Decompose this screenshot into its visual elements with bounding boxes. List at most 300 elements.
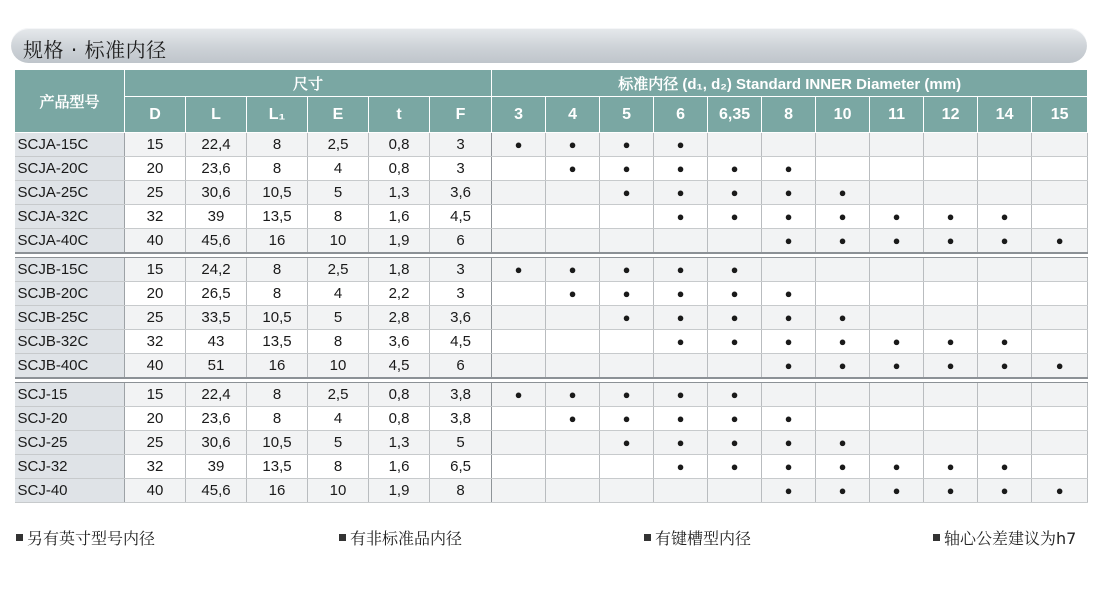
dimension-cell: 8 (247, 258, 308, 282)
dim-col-header: L (186, 97, 247, 133)
dimension-cell: 3,6 (369, 330, 430, 354)
empty-diameter-cell (492, 479, 546, 503)
dimension-cell: 3,8 (430, 383, 492, 407)
available-dot-icon: ● (870, 455, 924, 479)
dimension-cell: 8 (247, 133, 308, 157)
dimension-cell: 10 (308, 229, 369, 254)
dimension-cell: 8 (247, 157, 308, 181)
available-dot-icon: ● (600, 431, 654, 455)
diameter-col-header: 12 (924, 97, 978, 133)
table-row (15, 157, 1088, 181)
dimension-cell: 4,5 (430, 330, 492, 354)
empty-diameter-cell (654, 354, 708, 379)
dimension-cell: 4,5 (369, 354, 430, 379)
model-cell: SCJ-20 (15, 407, 125, 431)
dimension-cell: 8 (430, 479, 492, 503)
dimension-cell: 25 (125, 306, 186, 330)
available-dot-icon: ● (924, 229, 978, 254)
dimension-cell: 26,5 (186, 282, 247, 306)
empty-diameter-cell (492, 282, 546, 306)
empty-diameter-cell (816, 157, 870, 181)
empty-diameter-cell (870, 282, 924, 306)
table-row (15, 282, 1088, 306)
dimension-cell: 8 (308, 330, 369, 354)
note-nonstandard: 有非标准品内径 (339, 526, 462, 549)
dimension-cell: 10,5 (247, 431, 308, 455)
dimension-cell: 1,9 (369, 479, 430, 503)
empty-diameter-cell (924, 181, 978, 205)
dim-col-header: D (125, 97, 186, 133)
available-dot-icon: ● (600, 181, 654, 205)
available-dot-icon: ● (978, 354, 1032, 379)
available-dot-icon: ● (654, 455, 708, 479)
dim-col-header: L₁ (247, 97, 308, 133)
empty-diameter-cell (870, 431, 924, 455)
available-dot-icon: ● (924, 455, 978, 479)
available-dot-icon: ● (978, 205, 1032, 229)
dimension-cell: 25 (125, 181, 186, 205)
empty-diameter-cell (492, 157, 546, 181)
empty-diameter-cell (870, 258, 924, 282)
dimension-cell: 45,6 (186, 479, 247, 503)
available-dot-icon: ● (978, 479, 1032, 503)
dimension-cell: 3,8 (430, 407, 492, 431)
empty-diameter-cell (600, 229, 654, 254)
available-dot-icon: ● (1032, 229, 1088, 254)
available-dot-icon: ● (870, 330, 924, 354)
available-dot-icon: ● (762, 181, 816, 205)
empty-diameter-cell (600, 330, 654, 354)
dimension-cell: 3,6 (430, 306, 492, 330)
dimension-cell: 5 (308, 181, 369, 205)
empty-diameter-cell (978, 258, 1032, 282)
table-row (15, 133, 1088, 157)
dimension-cell: 40 (125, 479, 186, 503)
available-dot-icon: ● (1032, 354, 1088, 379)
diameter-col-header: 10 (816, 97, 870, 133)
model-cell: SCJ-25 (15, 431, 125, 455)
available-dot-icon: ● (978, 330, 1032, 354)
available-dot-icon: ● (762, 306, 816, 330)
model-cell: SCJA-15C (15, 133, 125, 157)
model-cell: SCJ-32 (15, 455, 125, 479)
available-dot-icon: ● (708, 205, 762, 229)
dimension-cell: 10 (308, 354, 369, 379)
available-dot-icon: ● (546, 282, 600, 306)
dimension-cell: 0,8 (369, 383, 430, 407)
dimension-cell: 39 (186, 205, 247, 229)
dimension-cell: 1,8 (369, 258, 430, 282)
dimension-cell: 10 (308, 479, 369, 503)
empty-diameter-cell (924, 157, 978, 181)
empty-diameter-cell (816, 383, 870, 407)
dimension-cell: 15 (125, 133, 186, 157)
square-bullet-icon (339, 534, 346, 541)
dimension-cell: 0,8 (369, 133, 430, 157)
available-dot-icon: ● (762, 431, 816, 455)
dimension-cell: 3 (430, 157, 492, 181)
dimension-cell: 2,5 (308, 133, 369, 157)
dimension-cell: 6,5 (430, 455, 492, 479)
dimension-cell: 0,8 (369, 407, 430, 431)
spec-table (14, 69, 1088, 503)
dimension-cell: 2,5 (308, 383, 369, 407)
table-row (15, 330, 1088, 354)
empty-diameter-cell (1032, 455, 1088, 479)
table-row (15, 306, 1088, 330)
table-row (15, 407, 1088, 431)
table-row (15, 205, 1088, 229)
dimension-cell: 16 (247, 354, 308, 379)
available-dot-icon: ● (708, 258, 762, 282)
empty-diameter-cell (924, 306, 978, 330)
model-cell: SCJB-32C (15, 330, 125, 354)
dimension-cell: 13,5 (247, 330, 308, 354)
available-dot-icon: ● (654, 407, 708, 431)
model-cell: SCJA-32C (15, 205, 125, 229)
dimension-cell: 25 (125, 431, 186, 455)
available-dot-icon: ● (708, 282, 762, 306)
available-dot-icon: ● (762, 157, 816, 181)
dimension-cell: 8 (247, 383, 308, 407)
dimension-cell: 40 (125, 354, 186, 379)
dimension-cell: 23,6 (186, 407, 247, 431)
dimension-cell: 16 (247, 479, 308, 503)
available-dot-icon: ● (654, 282, 708, 306)
dimension-cell: 1,6 (369, 455, 430, 479)
empty-diameter-cell (1032, 157, 1088, 181)
dimension-cell: 8 (308, 205, 369, 229)
table-row (15, 431, 1088, 455)
available-dot-icon: ● (1032, 479, 1088, 503)
dimension-cell: 6 (430, 354, 492, 379)
empty-diameter-cell (492, 455, 546, 479)
available-dot-icon: ● (870, 229, 924, 254)
dimension-cell: 1,3 (369, 181, 430, 205)
available-dot-icon: ● (654, 258, 708, 282)
dimension-cell: 1,6 (369, 205, 430, 229)
dim-col-header: E (308, 97, 369, 133)
available-dot-icon: ● (816, 330, 870, 354)
empty-diameter-cell (978, 181, 1032, 205)
available-dot-icon: ● (546, 258, 600, 282)
dimension-cell: 1,3 (369, 431, 430, 455)
empty-diameter-cell (546, 455, 600, 479)
table-row (15, 354, 1088, 379)
inner-diameter-header: 标准内径 (d₁, d₂) Standard INNER Diameter (mm) (492, 70, 1088, 97)
available-dot-icon: ● (816, 479, 870, 503)
available-dot-icon: ● (708, 455, 762, 479)
empty-diameter-cell (1032, 383, 1088, 407)
dimension-cell: 23,6 (186, 157, 247, 181)
empty-diameter-cell (546, 306, 600, 330)
model-column-header: 产品型号 (15, 70, 125, 133)
note-inch-models: 另有英寸型号内径 (16, 526, 155, 549)
diameter-col-header: 6,35 (708, 97, 762, 133)
empty-diameter-cell (708, 479, 762, 503)
dimension-cell: 32 (125, 330, 186, 354)
available-dot-icon: ● (546, 133, 600, 157)
available-dot-icon: ● (870, 479, 924, 503)
empty-diameter-cell (816, 407, 870, 431)
empty-diameter-cell (870, 407, 924, 431)
dimension-cell: 32 (125, 455, 186, 479)
available-dot-icon: ● (762, 407, 816, 431)
available-dot-icon: ● (816, 229, 870, 254)
empty-diameter-cell (600, 455, 654, 479)
diameter-col-header: 15 (1032, 97, 1088, 133)
dimension-cell: 2,2 (369, 282, 430, 306)
available-dot-icon: ● (762, 205, 816, 229)
dimension-cell: 22,4 (186, 133, 247, 157)
empty-diameter-cell (492, 181, 546, 205)
available-dot-icon: ● (708, 181, 762, 205)
square-bullet-icon (644, 534, 651, 541)
empty-diameter-cell (708, 229, 762, 254)
empty-diameter-cell (492, 229, 546, 254)
dimension-cell: 3 (430, 258, 492, 282)
table-body (15, 133, 1088, 503)
model-cell: SCJA-25C (15, 181, 125, 205)
diameter-col-header: 11 (870, 97, 924, 133)
available-dot-icon: ● (708, 157, 762, 181)
available-dot-icon: ● (600, 133, 654, 157)
empty-diameter-cell (870, 306, 924, 330)
model-cell: SCJ-40 (15, 479, 125, 503)
available-dot-icon: ● (546, 407, 600, 431)
dim-col-header: t (369, 97, 430, 133)
available-dot-icon: ● (870, 354, 924, 379)
dimension-cell: 0,8 (369, 157, 430, 181)
available-dot-icon: ● (762, 479, 816, 503)
empty-diameter-cell (1032, 205, 1088, 229)
dimension-cell: 6 (430, 229, 492, 254)
table-row (15, 181, 1088, 205)
dimension-cell: 10,5 (247, 181, 308, 205)
column-subheader-row (15, 97, 1088, 133)
empty-diameter-cell (978, 133, 1032, 157)
empty-diameter-cell (1032, 181, 1088, 205)
empty-diameter-cell (546, 330, 600, 354)
table-row (15, 383, 1088, 407)
dimension-cell: 33,5 (186, 306, 247, 330)
available-dot-icon: ● (816, 431, 870, 455)
empty-diameter-cell (978, 431, 1032, 455)
dimension-cell: 2,8 (369, 306, 430, 330)
dimension-cell: 4 (308, 407, 369, 431)
dimensions-header: 尺寸 (125, 70, 492, 97)
empty-diameter-cell (708, 133, 762, 157)
available-dot-icon: ● (654, 133, 708, 157)
available-dot-icon: ● (600, 383, 654, 407)
dimension-cell: 30,6 (186, 181, 247, 205)
footnotes (16, 526, 1088, 546)
dimension-cell: 3 (430, 282, 492, 306)
table-row (15, 229, 1088, 254)
empty-diameter-cell (492, 354, 546, 379)
square-bullet-icon (16, 534, 23, 541)
available-dot-icon: ● (762, 282, 816, 306)
available-dot-icon: ● (600, 258, 654, 282)
model-cell: SCJA-40C (15, 229, 125, 254)
dimension-cell: 39 (186, 455, 247, 479)
model-cell: SCJB-25C (15, 306, 125, 330)
dimension-cell: 10,5 (247, 306, 308, 330)
empty-diameter-cell (924, 133, 978, 157)
available-dot-icon: ● (816, 455, 870, 479)
empty-diameter-cell (654, 479, 708, 503)
empty-diameter-cell (870, 133, 924, 157)
diameter-col-header: 5 (600, 97, 654, 133)
empty-diameter-cell (1032, 407, 1088, 431)
note-keyway: 有键槽型内径 (644, 526, 751, 549)
empty-diameter-cell (492, 407, 546, 431)
diameter-col-header: 4 (546, 97, 600, 133)
available-dot-icon: ● (924, 479, 978, 503)
empty-diameter-cell (762, 258, 816, 282)
dimension-cell: 20 (125, 282, 186, 306)
note-shaft-tolerance: 轴心公差建议为h7 (933, 526, 1076, 549)
empty-diameter-cell (546, 431, 600, 455)
available-dot-icon: ● (924, 330, 978, 354)
available-dot-icon: ● (708, 407, 762, 431)
section-title-bar (11, 28, 1087, 63)
empty-diameter-cell (816, 282, 870, 306)
available-dot-icon: ● (492, 383, 546, 407)
dimension-cell: 45,6 (186, 229, 247, 254)
dimension-cell: 8 (308, 455, 369, 479)
dimension-cell: 3,6 (430, 181, 492, 205)
empty-diameter-cell (816, 133, 870, 157)
available-dot-icon: ● (816, 354, 870, 379)
empty-diameter-cell (924, 431, 978, 455)
available-dot-icon: ● (708, 306, 762, 330)
empty-diameter-cell (870, 157, 924, 181)
dimension-cell: 3 (430, 133, 492, 157)
dimension-cell: 40 (125, 229, 186, 254)
diameter-col-header: 14 (978, 97, 1032, 133)
dimension-cell: 51 (186, 354, 247, 379)
dimension-cell: 22,4 (186, 383, 247, 407)
empty-diameter-cell (816, 258, 870, 282)
available-dot-icon: ● (978, 229, 1032, 254)
empty-diameter-cell (492, 205, 546, 229)
available-dot-icon: ● (708, 431, 762, 455)
available-dot-icon: ● (546, 383, 600, 407)
model-cell: SCJ-15 (15, 383, 125, 407)
available-dot-icon: ● (492, 133, 546, 157)
empty-diameter-cell (870, 383, 924, 407)
empty-diameter-cell (546, 205, 600, 229)
empty-diameter-cell (924, 407, 978, 431)
empty-diameter-cell (978, 157, 1032, 181)
dimension-cell: 20 (125, 157, 186, 181)
available-dot-icon: ● (654, 205, 708, 229)
available-dot-icon: ● (816, 306, 870, 330)
empty-diameter-cell (978, 282, 1032, 306)
dimension-cell: 5 (308, 306, 369, 330)
dimension-cell: 32 (125, 205, 186, 229)
model-cell: SCJB-20C (15, 282, 125, 306)
available-dot-icon: ● (978, 455, 1032, 479)
dimension-cell: 16 (247, 229, 308, 254)
table-row (15, 455, 1088, 479)
dim-col-header: F (430, 97, 492, 133)
available-dot-icon: ● (816, 205, 870, 229)
empty-diameter-cell (546, 181, 600, 205)
available-dot-icon: ● (654, 330, 708, 354)
empty-diameter-cell (762, 383, 816, 407)
table-row (15, 479, 1088, 503)
dimension-cell: 5 (308, 431, 369, 455)
available-dot-icon: ● (654, 181, 708, 205)
empty-diameter-cell (924, 258, 978, 282)
dimension-cell: 13,5 (247, 205, 308, 229)
dimension-cell: 13,5 (247, 455, 308, 479)
available-dot-icon: ● (654, 383, 708, 407)
empty-diameter-cell (546, 354, 600, 379)
available-dot-icon: ● (600, 407, 654, 431)
empty-diameter-cell (654, 229, 708, 254)
dimension-cell: 24,2 (186, 258, 247, 282)
available-dot-icon: ● (654, 157, 708, 181)
dimension-cell: 1,9 (369, 229, 430, 254)
dimension-cell: 2,5 (308, 258, 369, 282)
empty-diameter-cell (492, 330, 546, 354)
square-bullet-icon (933, 534, 940, 541)
empty-diameter-cell (546, 479, 600, 503)
empty-diameter-cell (978, 407, 1032, 431)
available-dot-icon: ● (654, 431, 708, 455)
table-row (15, 258, 1088, 282)
dimension-cell: 8 (247, 407, 308, 431)
diameter-col-header: 3 (492, 97, 546, 133)
empty-diameter-cell (492, 306, 546, 330)
available-dot-icon: ● (654, 306, 708, 330)
section-title: 规格 · 标准内径 (23, 38, 167, 62)
empty-diameter-cell (924, 282, 978, 306)
available-dot-icon: ● (816, 181, 870, 205)
empty-diameter-cell (1032, 258, 1088, 282)
empty-diameter-cell (1032, 330, 1088, 354)
available-dot-icon: ● (762, 229, 816, 254)
available-dot-icon: ● (492, 258, 546, 282)
available-dot-icon: ● (924, 205, 978, 229)
dimension-cell: 20 (125, 407, 186, 431)
model-cell: SCJA-20C (15, 157, 125, 181)
dimension-cell: 4 (308, 282, 369, 306)
empty-diameter-cell (870, 181, 924, 205)
model-cell: SCJB-40C (15, 354, 125, 379)
empty-diameter-cell (600, 205, 654, 229)
empty-diameter-cell (1032, 282, 1088, 306)
available-dot-icon: ● (762, 330, 816, 354)
available-dot-icon: ● (762, 455, 816, 479)
empty-diameter-cell (546, 229, 600, 254)
available-dot-icon: ● (600, 157, 654, 181)
empty-diameter-cell (600, 354, 654, 379)
empty-diameter-cell (600, 479, 654, 503)
empty-diameter-cell (924, 383, 978, 407)
available-dot-icon: ● (708, 383, 762, 407)
dimension-cell: 8 (247, 282, 308, 306)
available-dot-icon: ● (870, 205, 924, 229)
dimension-cell: 4,5 (430, 205, 492, 229)
diameter-col-header: 8 (762, 97, 816, 133)
empty-diameter-cell (978, 383, 1032, 407)
empty-diameter-cell (492, 431, 546, 455)
available-dot-icon: ● (600, 282, 654, 306)
